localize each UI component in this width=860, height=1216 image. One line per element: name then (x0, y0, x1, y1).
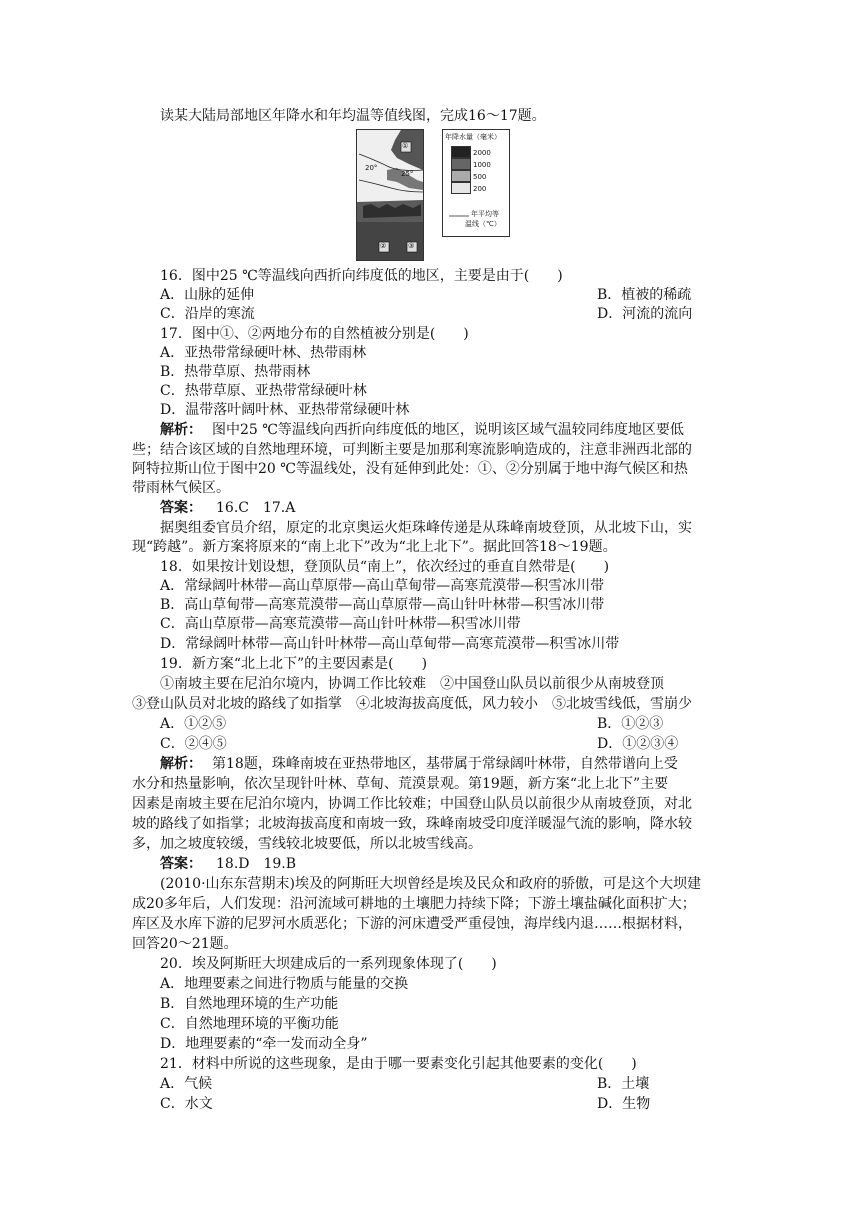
map-drawing (357, 130, 423, 260)
q21-option-a: A．气候 (160, 1076, 213, 1092)
question-21: 21．材料中所说的这些现象，是由于哪一要素变化引起其他要素的变化( ) (160, 1056, 637, 1072)
q19-statements-1: ①南坡主要在尼泊尔境内，协调工作比较难 ②中国登山队员以前很少从南坡登顶 (160, 676, 664, 692)
analysis-16-17-text1: 图中25 ℃等温线向西折向纬度低的地区，说明该区域气温较同纬度地区要低 (212, 422, 684, 438)
q18-option-a: A．常绿阔叶林带—高山草原带—高山草甸带—高寒荒漠带—积雪冰川带 (160, 578, 605, 594)
legend-value-500: 500 (473, 173, 487, 181)
q19-option-c: C．②④⑤ (160, 736, 227, 752)
answer-label-2: 答案： (160, 856, 202, 872)
question-18: 18．如果按计划设想，登顶队员“南上”，依次经过的垂直自然带是( ) (160, 559, 610, 575)
q19-option-b: B．①②③ (597, 716, 664, 732)
intro-20-21-line3: 库区及水库下游的尼罗河水质恶化；下游的河床遭受严重侵蚀，海岸线内退……根据材料， (132, 916, 692, 932)
map-label-20: 20° (365, 164, 378, 172)
q17-option-a: A．亚热带常绿硬叶林、热带雨林 (160, 345, 367, 361)
question-17: 17．图中①、②两地分布的自然植被分别是( ) (160, 326, 469, 342)
analysis-18-19-line5: 多，加之坡度较缓，雪线较北坡要低，所以北坡雪线高。 (132, 836, 482, 852)
intro-20-21-line4: 回答20～21题。 (132, 936, 238, 952)
intro-16-17: 读某大陆局部地区年降水和年均温等值线图，完成16～17题。 (160, 108, 546, 124)
q18-option-b: B．高山草甸带—高寒荒漠带—高山草原带—高山针叶林带—积雪冰川带 (160, 597, 605, 613)
q16-option-d: D．河流的流向 (597, 306, 693, 322)
map-label-3: ③ (408, 242, 415, 250)
q17-option-d: D．温带落叶阔叶林、亚热带常绿硬叶林 (160, 402, 410, 418)
intro-20-21-line1: (2010·山东东营期末)埃及的阿斯旺大坝曾经是埃及民众和政府的骄傲，可是这个大坝建 (160, 876, 702, 892)
answer-16-17 (160, 498, 700, 518)
legend-swatch-500 (451, 170, 471, 182)
legend-value-200: 200 (473, 185, 487, 193)
q20-option-d: D．地理要素的“牵一发而动全身” (160, 1036, 368, 1052)
analysis-16-17-line3: 阿特拉斯山位于图中20 ℃等温线处，没有延伸到此处：①、②分别属于地中海气候区和热 (132, 461, 688, 477)
map-label-25: 25° (401, 170, 414, 178)
analysis-18-19-line3: 因素是南坡主要在尼泊尔境内，协调工作比较难；中国登山队员以前很少从南坡登顶，对北 (132, 796, 692, 812)
analysis-label: 解析： (160, 422, 202, 438)
q21-option-d: D．生物 (597, 1096, 651, 1112)
q16-option-c: C．沿岸的寒流 (160, 306, 255, 322)
q16-option-a-row (160, 285, 700, 305)
analysis-18-19-line4: 坡的路线了如指掌；北坡海拔高度和南坡一致，珠峰南坡受印度洋暖湿气流的影响，降水较 (132, 816, 692, 832)
q21-option-ab-row (160, 1074, 700, 1094)
q16-option-c-row (160, 304, 700, 324)
legend-swatch-200 (451, 182, 471, 194)
analysis-label-2: 解析： (160, 756, 202, 772)
q16-option-b: B．植被的稀疏 (597, 287, 692, 303)
analysis-16-17-line4: 带雨林气候区。 (132, 480, 230, 496)
intro-18-19-line2: 现“跨越”。新方案将原来的“南上北下”改为“北上北下”。据此回答18～19题。 (132, 539, 617, 555)
q18-option-d: D．常绿阔叶林带—高山针叶林带—高山草甸带—高寒荒漠带—积雪冰川带 (160, 636, 620, 652)
analysis-18-19-text1: 第18题，珠峰南坡在亚热带地区，基带属于常绿阔叶林带，自然带谱向上受 (212, 756, 678, 772)
q20-option-b: B．自然地理环境的生产功能 (160, 996, 339, 1012)
legend-swatch-2000 (451, 146, 471, 158)
legend-value-2000: 2000 (473, 149, 491, 157)
q19-option-d: D．①②③④ (597, 736, 679, 752)
answer-16-17-value: 16.C 17.A (216, 500, 296, 516)
map-label-2: ② (380, 242, 387, 250)
isotherm-label-2: 温线（℃） (465, 220, 501, 228)
precipitation-isotherm-figure (356, 129, 510, 259)
answer-18-19-value: 18.D 19.B (216, 856, 297, 872)
q20-option-a: A．地理要素之间进行物质与能量的交换 (160, 976, 409, 992)
q19-option-ab-row (160, 714, 700, 734)
map-label-1: ① (402, 142, 409, 150)
q18-option-c: C．高山草原带—高寒荒漠带—高山针叶林带—积雪冰川带 (160, 616, 521, 632)
q21-option-c: C．水文 (160, 1096, 213, 1112)
analysis-18-19-line1 (160, 754, 700, 774)
q19-option-cd-row (160, 734, 700, 754)
isotherm-line-sample (449, 214, 469, 218)
question-16: 16．图中25 ℃等温线向西折向纬度低的地区，主要是由于( ) (160, 268, 563, 284)
q19-option-a: A．①②⑤ (160, 716, 227, 732)
map-panel (356, 129, 424, 261)
q16-option-a: A．山脉的延伸 (160, 287, 255, 303)
legend-value-1000: 1000 (473, 161, 491, 169)
q21-option-cd-row (160, 1094, 700, 1114)
isotherm-label-1: 年平均等 (471, 210, 499, 218)
answer-18-19 (160, 854, 700, 874)
intro-18-19-line1: 据奥组委官员介绍，原定的北京奥运火炬珠峰传递是从珠峰南坡登顶，从北坡下山，实 (160, 520, 692, 536)
analysis-16-17-line1 (160, 420, 700, 440)
question-19: 19．新方案“北上北下”的主要因素是( ) (160, 656, 428, 672)
answer-label: 答案： (160, 500, 202, 516)
analysis-18-19-line2: 水分和热量影响，依次呈现针叶林、草甸、荒漠景观。第19题，新方案“北上北下”主要 (132, 776, 669, 792)
q19-statements-2: ③登山队员对北坡的路线了如指掌 ④北坡海拔高度低，风力较小 ⑤北坡雪线低，雪崩少 (132, 696, 692, 712)
q20-option-c: C．自然地理环境的平衡功能 (160, 1016, 339, 1032)
question-20: 20．埃及阿斯旺大坝建成后的一系列现象体现了( ) (160, 956, 497, 972)
legend-swatch-1000 (451, 158, 471, 170)
analysis-16-17-line2: 些；结合该区域的自然地理环境，可判断主要是加那利寒流影响造成的，注意非洲西北部的 (132, 442, 692, 458)
intro-20-21-line2: 成20多年后，人们发现：沿河流域可耕地的土壤肥力持续下降；下游土壤盐碱化面积扩大； (132, 896, 696, 912)
legend-title: 年降水量（毫米） (445, 133, 501, 141)
q21-option-b: B．土壤 (597, 1076, 650, 1092)
q17-option-c: C．热带草原、亚热带常绿硬叶林 (160, 383, 367, 399)
legend-panel (442, 129, 510, 237)
q17-option-b: B．热带草原、热带雨林 (160, 364, 311, 380)
